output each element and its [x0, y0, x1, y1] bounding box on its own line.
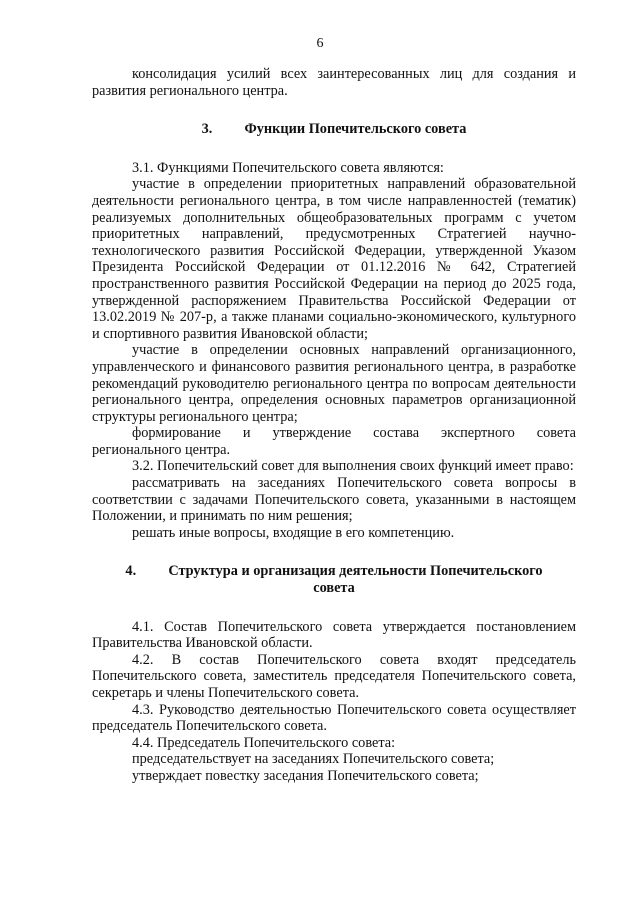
list-item: участие в определении основных направлений организационного, управленческого и финансового развития регионального центра, в разработке рекомендаций руководителю регионального центра по вопросам деятельности регионального центра, определения основных параметров организационной структуры регионального центра;: [92, 342, 576, 425]
list-item: формирование и утверждение состава экспертного совета регионального центра.: [92, 425, 576, 458]
list-item: председательствует на заседаниях Попечительского совета;: [132, 751, 495, 768]
paragraph-4-1: 4.1. Состав Попечительского совета утверждается постановлением Правительства Ивановской области.: [92, 618, 576, 652]
section-4-number: 4.: [125, 563, 137, 580]
section-3-title: Функции Попечительского совета: [244, 121, 467, 138]
paragraph-4-3: 4.3. Руководство деятельностью Попечительского совета осуществляет председатель Попечительского совета.: [92, 701, 576, 735]
paragraph-4-4: 4.4. Председатель Попечительского совета:: [132, 734, 396, 751]
paragraph-4-2: 4.2. В состав Попечительского совета входят председатель Попечительского совета, заместитель председателя Попечительского совета, секретарь и члены Попечительского совета.: [92, 651, 576, 701]
paragraph-3-2: 3.2. Попечительский совет для выполнения своих функций имеет право:: [132, 458, 574, 475]
section-4-heading: [92, 563, 576, 596]
list-item: участие в определении приоритетных направлений образовательной деятельности регионального центра, в том числе направленностей (тематик) реализуемых дополнительных общеобразовательных программ с учетом приоритетных направлений, предусмотренных Стратегией научно-технологического развития Российской Федерации, утвержденной Указом Президента Российской Федерации от 01.12.2016 № 642, Стратегией пространственного развития Российской Федерации на период до 2025 года, утвержденной распоряжением Правительства Российской Федерации от 13.02.2019 № 207-р, а также планами социально-экономического, культурного и спортивного развития Ивановской области;: [92, 176, 576, 342]
section-3-number: 3.: [201, 121, 213, 138]
list-item: утверждает повестку заседания Попечительского совета;: [132, 767, 479, 784]
paragraph-3-1: 3.1. Функциями Попечительского совета являются:: [132, 159, 444, 176]
page-number: 6: [316, 36, 324, 51]
document-body: [92, 66, 576, 785]
list-item: рассматривать на заседаниях Попечительского совета вопросы в соответствии с задачами Попечительского совета, указанными в настоящем Положении, и принимать по ним решения;: [92, 475, 576, 525]
list-item: решать иные вопросы, входящие в его компетенцию.: [132, 524, 455, 541]
intro-paragraph: консолидация усилий всех заинтересованных лиц для создания и развития регионального центра.: [92, 66, 576, 99]
section-3-heading: [92, 121, 576, 138]
section-4-title-line-1: Структура и организация деятельности Попечительского: [168, 563, 543, 580]
section-4-title-line-2: совета: [313, 580, 355, 597]
